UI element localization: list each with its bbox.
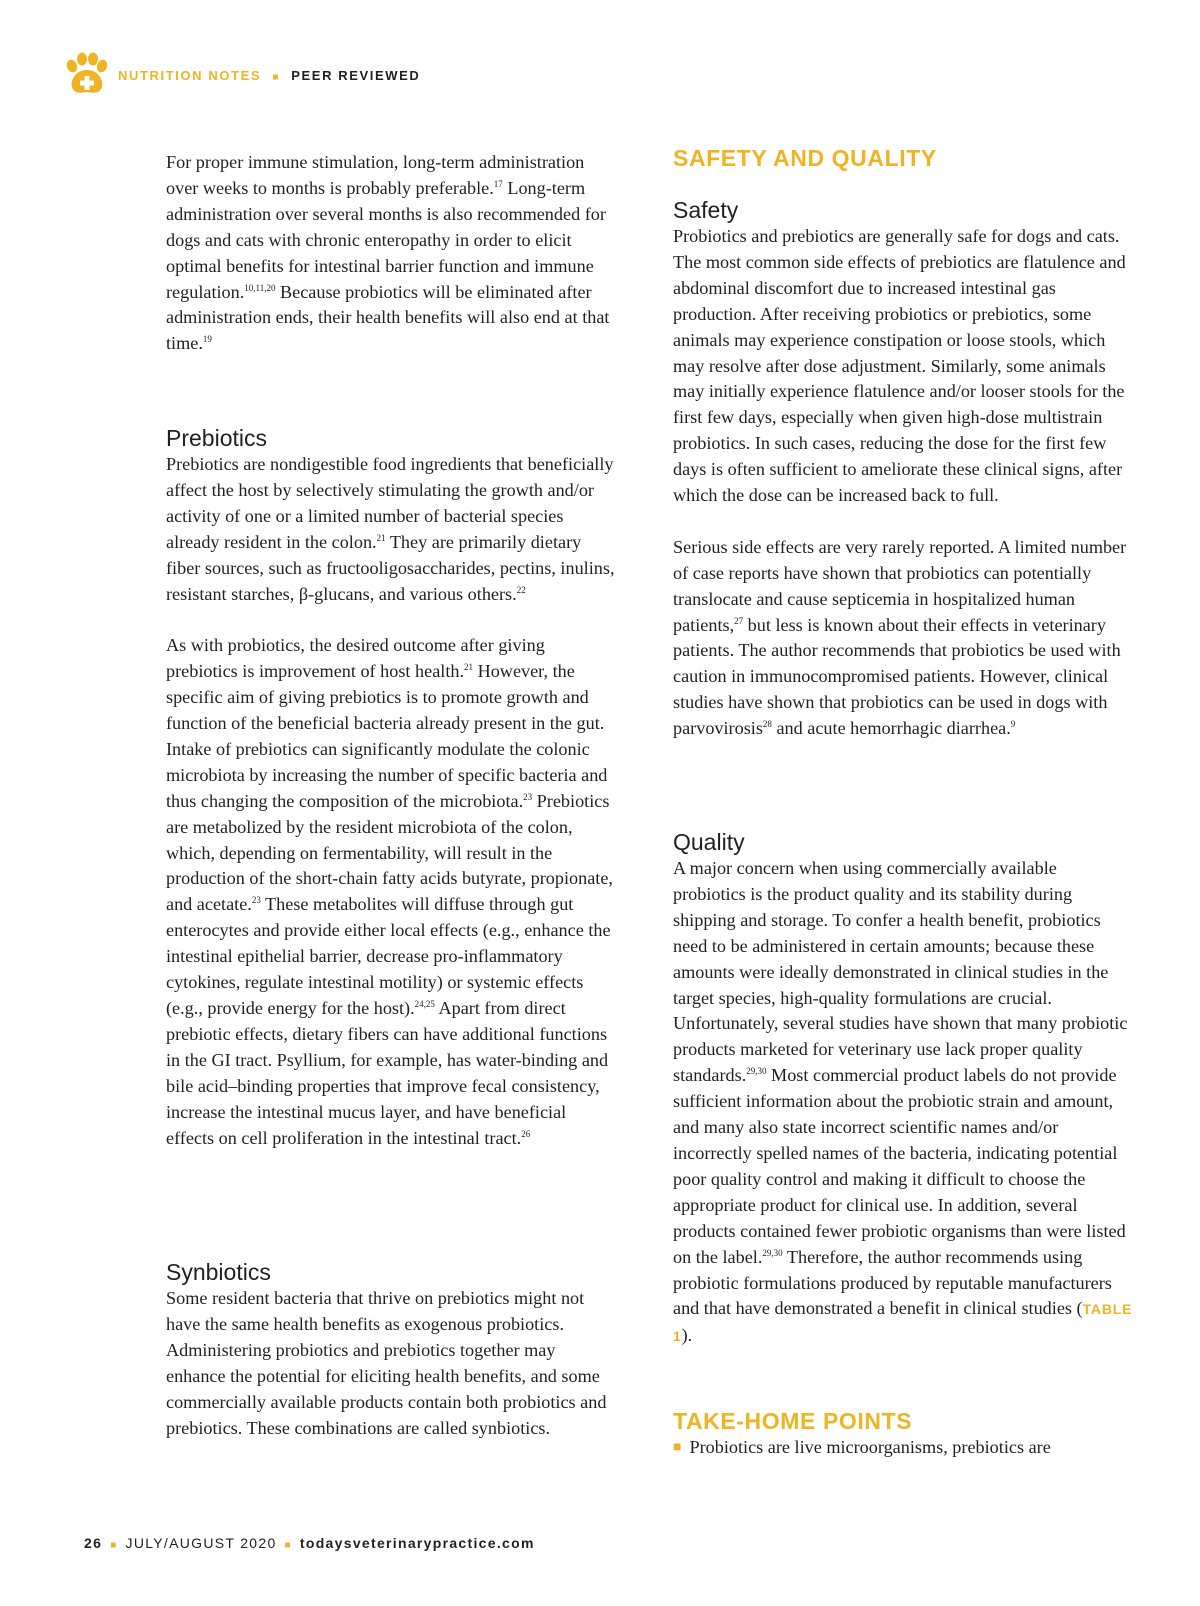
synbiotics-paragraph: Some resident bacteria that thrive on prebiotics might not have the same health benefits as exogenous probiotics. Administering probiotics and prebiotics together may enhance the potential for eliciting health benefits, and some commercially available products contain both probiotics and prebiotics. These combinations are called synbiotics. [166,1288,607,1438]
intro-block [166,150,618,357]
takehome-heading: TAKE-HOME POINTS [673,1408,913,1434]
safety-paragraph-2: Serious side effects are very rarely reported. A limited number of case reports have shown that probiotics can potentially translocate and cause septicemia in hospitalized human patients,$^{27}$ but less is known about their effects in veterinary patients. The author recommends that probiotics be used with caution in immunocompromised patients. However, clinical studies have shown that probiotics can be used in dogs with parvovirosis$^{28}$ and acute hemorrhagic diarrhea.$^9$ [673,536,1127,739]
header-section: NUTRITION NOTES [118,67,262,83]
safety-heading: Safety [673,197,739,223]
safety-block [673,196,1133,742]
page-header [60,50,420,100]
table-1-link[interactable]: TABLE 1 [673,1301,1133,1345]
header-separator: ■ [272,71,281,83]
safety-paragraph-1: Probiotics and prebiotics are generally safe for dogs and cats. The most common side effects of prebiotics are flatulence and abdominal discomfort due to increased intestinal gas production. After receiving probiotics or prebiotics, some animals may experience constipation or loose stools, which may resolve after dose adjustment. Similarly, some animals may initially experience flatulence and/or looser stools for the first few days, especially when given high-dose multistrain probiotics. In such cases, reducing the dose for the first few days is often sufficient to ameliorate these clinical signs, after which the dose can be increased back to full. [673,226,1126,506]
takehome-block [673,1408,1133,1461]
square-bullet-icon: ■ [673,1440,682,1455]
prebiotics-heading: Prebiotics [166,425,267,451]
paw-plus-icon [60,50,110,100]
site-link[interactable]: todaysveterinarypractice.com [299,1535,535,1551]
issue-date: JULY/AUGUST 2020 [125,1535,277,1551]
takehome-bullet [673,1435,1133,1461]
safety-quality-heading: SAFETY AND QUALITY [673,145,937,171]
quality-block [673,828,1133,1350]
footer-separator-1: ■ [110,1540,118,1551]
intro-paragraph: For proper immune stimulation, long-term administration over weeks to months is probably preferable.$^{17}$ Long-term administration over several months is also recommended for dogs and cats with chronic enteropathy in order to elicit optimal benefits for intestinal barrier function and immune regulation.$^{10,11,20}$ Because probiotics will be eliminated after administration ends, their health benefits will also end at that time.$^{19}$ [166,152,610,354]
quality-heading: Quality [673,829,745,855]
prebiotics-paragraph-1: Prebiotics are nondigestible food ingredients that beneficially affect the host by selectively stimulating the growth and/or activity of one or a limited number of bacterial species already resident in the colon.$^{21}$ They are primarily dietary fiber sources, such as fructooligosaccharides, pectins, inulins, resistant starches, β-glucans, and various others.$^{22}$ [166,454,615,604]
page-number: 26 [84,1535,103,1551]
synbiotics-block [166,1258,618,1441]
takehome-bullet-text: Probiotics are live microorganisms, prebiotics are [689,1437,1051,1457]
page-footer [84,1535,535,1551]
header-subsection: PEER REVIEWED [291,67,421,83]
quality-paragraph: A major concern when using commercially available probiotics is the product quality and its stability during shipping and storage. To confer a health benefit, probiotics need to be administered in certain amounts; because these amounts were ideally demonstrated in clinical studies in the target species, high-quality formulations are crucial. Unfortunately, several studies have shown that many probiotic products marketed for veterinary use lack proper quality standards.$^{29,30}$ Most commercial product labels do not provide sufficient information about the probiotic strain and amount, and many also state incorrect scientific names and/or incorrectly spelled names of the bacteria, indicating potential poor quality control and making it difficult to choose the appropriate product for clinical use. In addition, several products contained fewer probiotic organisms than were listed on the label.$^{29,30}$ Therefore, the author recommends using probiotic formulations produced by reputable manufacturers and that have demonstrated a benefit in clinical studies (TABLE 1). [673,858,1133,1346]
safety-quality-block [673,145,1133,172]
prebiotics-paragraph-2: As with probiotics, the desired outcome after giving prebiotics is improvement of host health.$^{21}$ However, the specific aim of giving prebiotics is to promote growth and function of the beneficial bacteria already present in the gut. Intake of prebiotics can significantly modulate the colonic microbiota by increasing the number of specific bacteria and thus changing the composition of the microbiota.$^{23}$ Prebiotics are metabolized by the resident microbiota of the colon, which, depending on fermentability, will result in the production of the short-chain fatty acids butyrate, propionate, and acetate.$^{23}$ These metabolites will diffuse through gut enterocytes and provide either local effects (e.g., enhance the intestinal epithelial barrier, decrease pro-inflammatory cytokines, regulate intestinal motility) or systemic effects (e.g., provide energy for the host).$^{24,25}$ Apart from direct prebiotic effects, dietary fibers can have additional functions in the GI tract. Psyllium, for example, has water-binding and bile acid–binding properties that improve fecal consistency, increase the intestinal mucus layer, and have beneficial effects on cell proliferation in the intestinal tract.$^{26}$ [166,635,613,1148]
prebiotics-block [166,424,618,1151]
synbiotics-heading: Synbiotics [166,1259,271,1285]
footer-separator-2: ■ [284,1540,292,1551]
